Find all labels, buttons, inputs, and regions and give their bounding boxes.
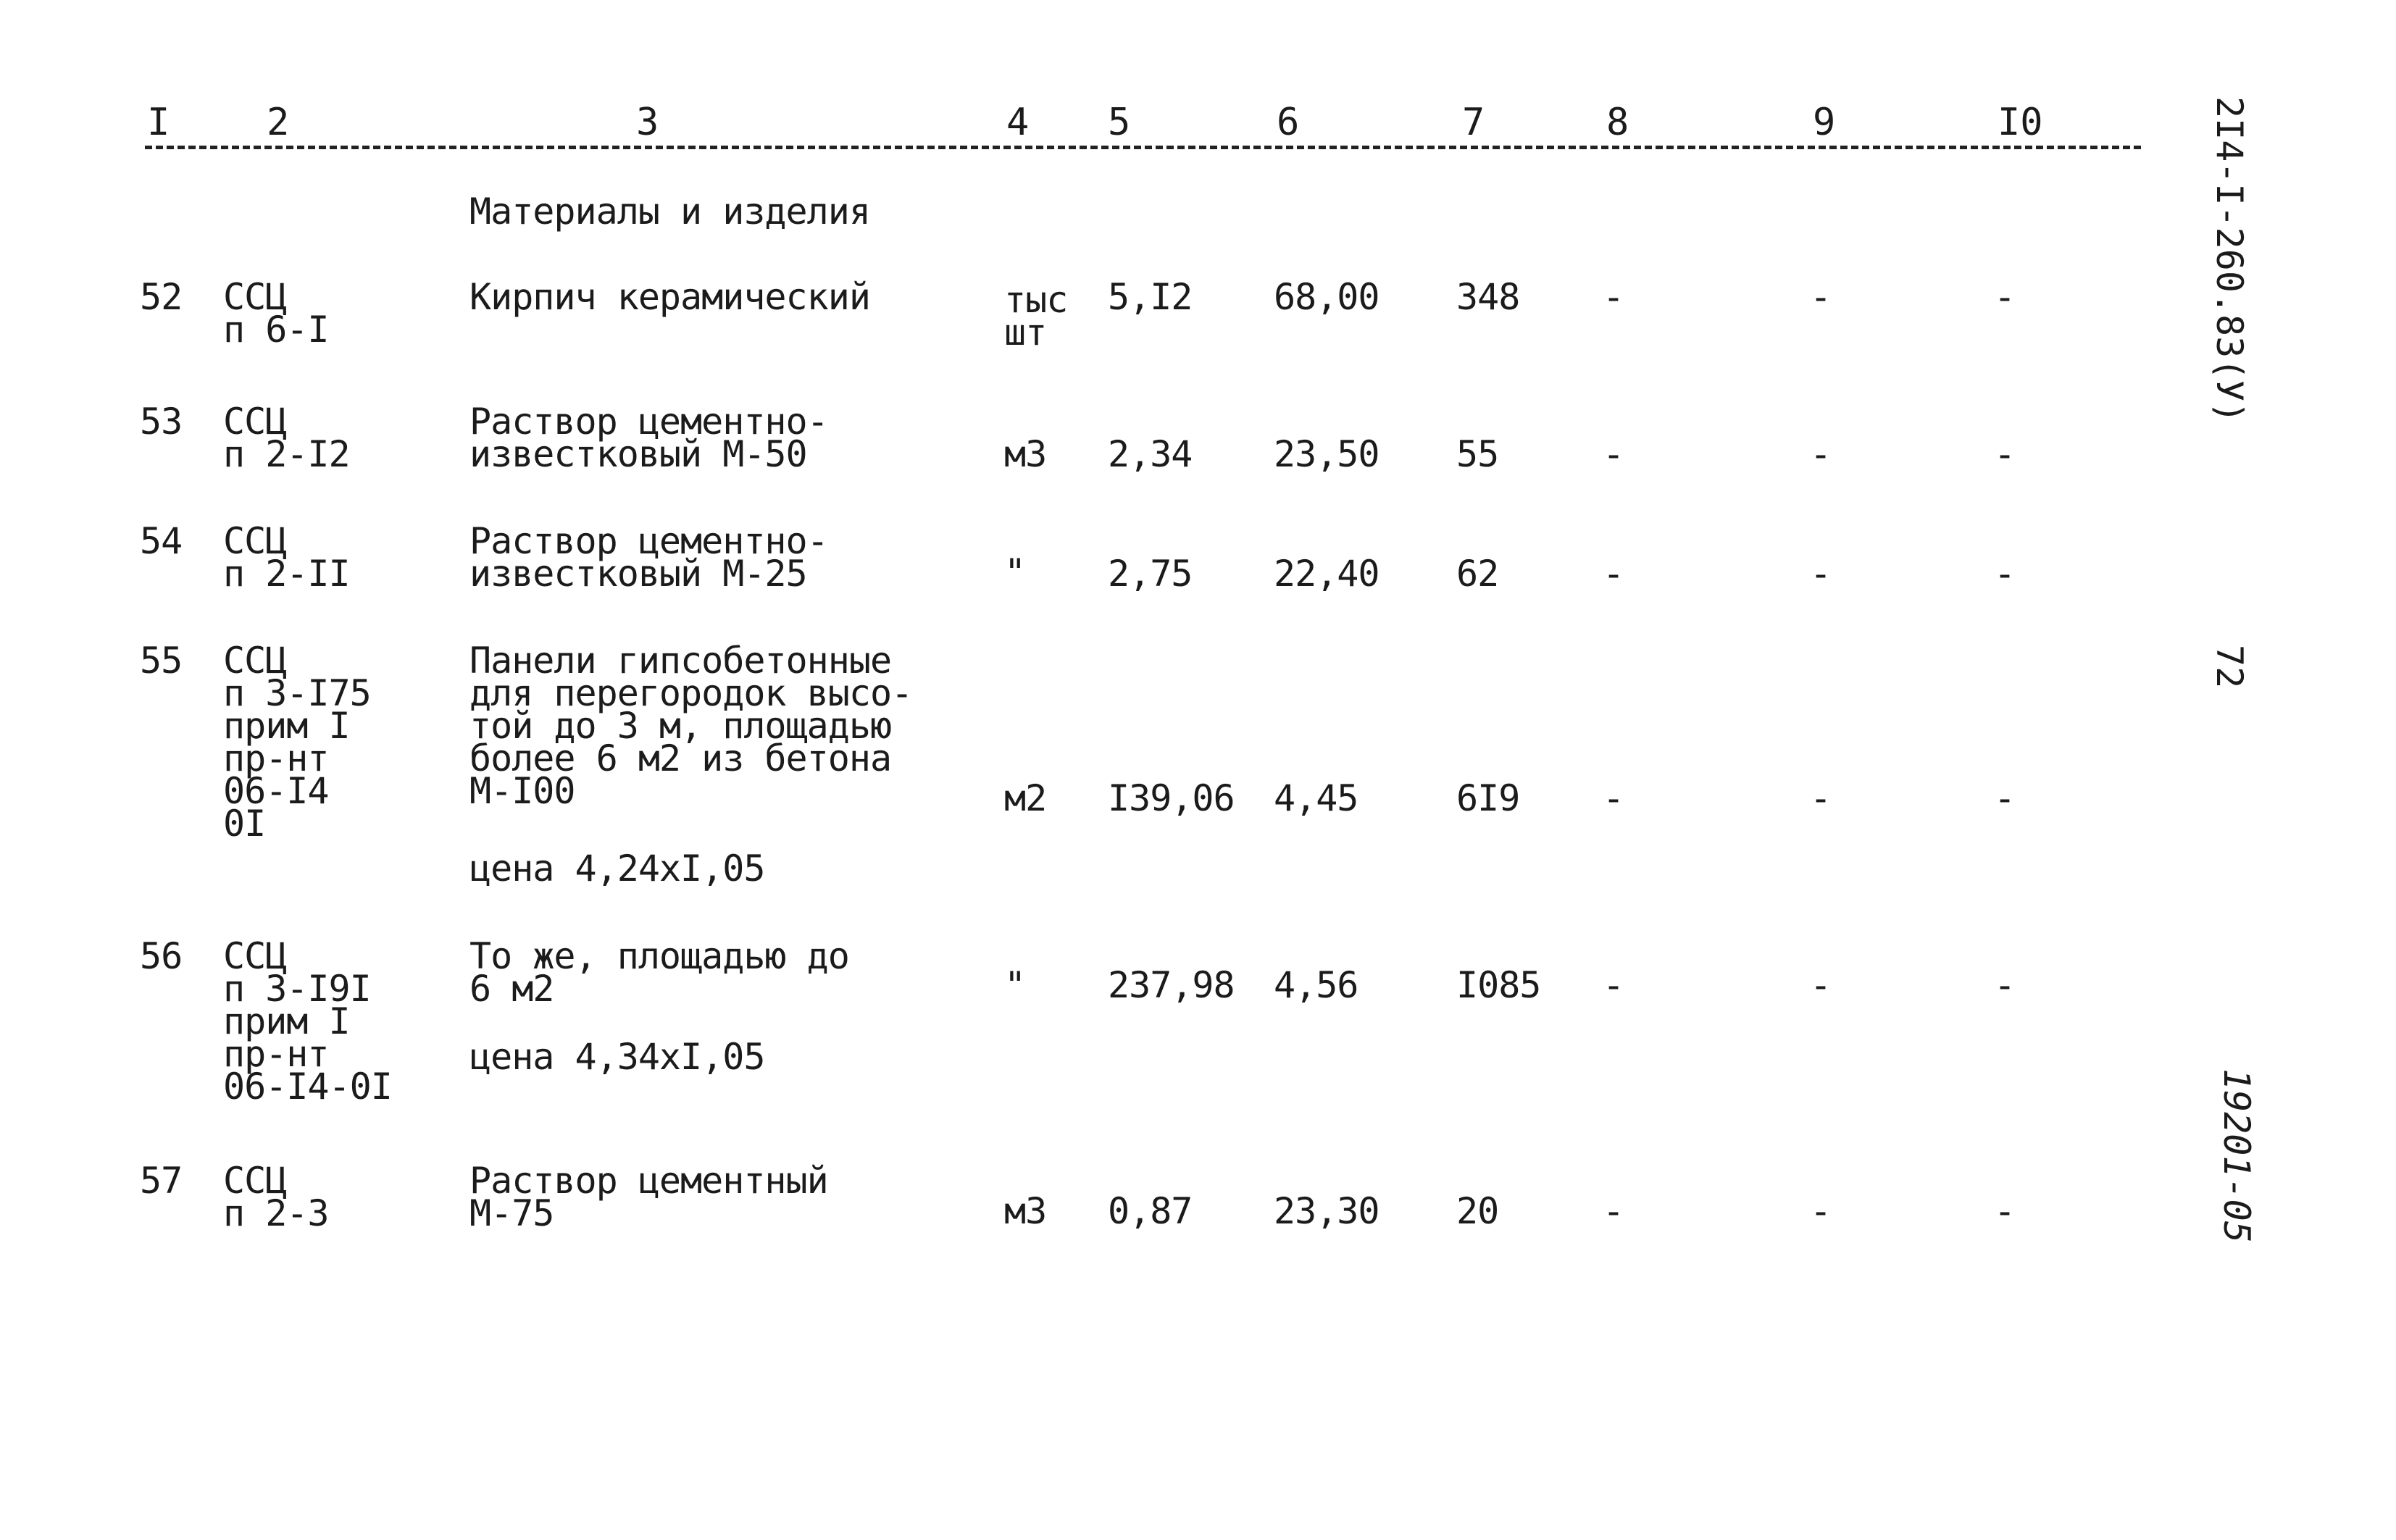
row-57-name: Раствор цементный М-75 [469,1160,828,1234]
row-52-total: 348 [1456,276,1520,318]
row-54-col8: - [1603,553,1624,595]
column-header-8: 8 [1606,101,1629,144]
column-header-7: 7 [1462,101,1485,144]
row-53-price: 23,50 [1274,433,1379,475]
row-54-number: 54 [140,520,183,562]
row-52-number: 52 [140,276,183,318]
row-56-qty: 237,98 [1108,964,1235,1006]
row-55-total: 6I9 [1456,777,1520,819]
document-code: 2I4-I-260.83(У) [2208,96,2250,424]
row-53-total: 55 [1456,433,1499,475]
row-52-name: Кирпич керамический [469,276,870,318]
row-56-price-note: цена 4,34хI,05 [469,1036,765,1078]
row-56-price: 4,56 [1274,964,1358,1006]
row-52-col9: - [1810,276,1832,318]
row-55-qty: I39,06 [1108,777,1235,819]
column-header-5: 5 [1108,101,1131,144]
row-52-unit: тыс шт [1004,279,1068,353]
row-54-unit: " [1004,551,1026,593]
row-56-unit: " [1004,964,1026,1006]
row-57-total: 20 [1456,1190,1499,1232]
row-55-price-note: цена 4,24хI,05 [469,848,765,890]
row-52-price: 68,00 [1274,276,1379,318]
row-52-col10: - [1994,276,2016,318]
row-53-col9: - [1810,433,1832,475]
column-header-1: I [147,101,170,144]
column-header-3: 3 [636,101,659,144]
row-57-code: ССЦ п 2-3 [223,1160,329,1234]
row-57-col10: - [1994,1190,2016,1232]
row-56-col8: - [1603,964,1624,1006]
row-56-total: I085 [1456,964,1541,1006]
album-number: 19201-05 [2216,1068,2258,1243]
row-54-col9: - [1810,553,1832,595]
row-55-col9: - [1810,777,1832,819]
row-57-unit: м3 [1004,1190,1047,1232]
row-53-code: ССЦ п 2-I2 [223,401,350,475]
row-53-col8: - [1603,433,1624,475]
row-55-number: 55 [140,640,183,682]
row-54-name: Раствор цементно- известковый М-25 [469,520,828,595]
column-header-2: 2 [267,101,290,144]
row-55-unit: м2 [1004,777,1047,819]
row-55-name: Панели гипсобетонные для перегородок высо- той до 3 м, площадью более 6 м2 из бетона М-I00 [469,640,913,812]
row-53-unit: м3 [1004,433,1047,475]
row-56-col10: - [1994,964,2016,1006]
page-number: 72 [2208,645,2250,689]
row-55-code: ССЦ п 3-I75 прим I пр-нт 06-I4 0I [223,640,371,845]
column-header-6: 6 [1277,101,1300,144]
row-55-price: 4,45 [1274,777,1358,819]
column-header-9: 9 [1813,101,1836,144]
row-53-col10: - [1994,433,2016,475]
row-55-col8: - [1603,777,1624,819]
row-57-price: 23,30 [1274,1190,1379,1232]
row-56-number: 56 [140,935,183,977]
row-53-qty: 2,34 [1108,433,1193,475]
row-57-col9: - [1810,1190,1832,1232]
row-56-code: ССЦ п 3-I9I прим I пр-нт 06-I4-0I [223,935,392,1108]
row-54-qty: 2,75 [1108,553,1193,595]
row-54-total: 62 [1456,553,1499,595]
column-header-10: I0 [1998,101,2043,144]
row-56-col9: - [1810,964,1832,1006]
row-57-number: 57 [140,1160,183,1202]
row-52-code: ССЦ п 6-I [223,276,329,351]
row-55-col10: - [1994,777,2016,819]
row-53-name: Раствор цементно- известковый М-50 [469,401,828,475]
column-header-4: 4 [1006,101,1030,144]
row-57-qty: 0,87 [1108,1190,1193,1232]
row-57-col8: - [1603,1190,1624,1232]
row-53-number: 53 [140,401,183,443]
header-divider [145,146,2141,149]
row-52-qty: 5,I2 [1108,276,1193,318]
row-52-col8: - [1603,276,1624,318]
row-54-code: ССЦ п 2-II [223,520,350,595]
section-title: Материалы и изделия [469,191,870,233]
row-54-price: 22,40 [1274,553,1379,595]
row-54-col10: - [1994,553,2016,595]
row-56-name: То же, площадью до 6 м2 [469,935,849,1010]
